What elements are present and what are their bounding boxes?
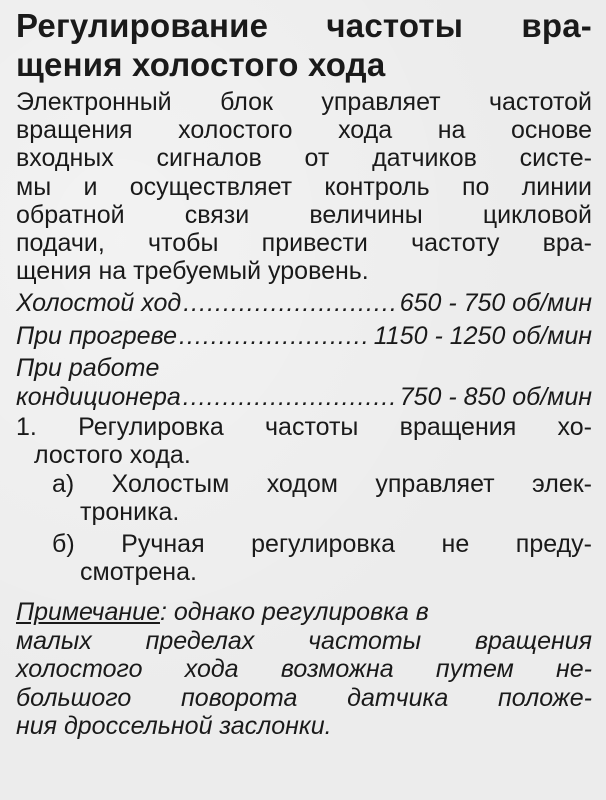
item-line: 1. Регулировка частоты вращения хо- (16, 413, 592, 442)
note-line: малых пределах частоты вращения (16, 626, 592, 655)
spec-value: 1150 - 1250 об/мин (373, 321, 592, 350)
spec-label: Холостой ход (16, 289, 182, 318)
spec-row-warmup (16, 322, 592, 350)
intro-paragraph (16, 88, 592, 285)
list-item-1b (16, 530, 592, 587)
note-line: ния дроссельной заслонки. (16, 712, 332, 741)
spec-value: 650 - 750 об/мин (399, 289, 592, 318)
spec-label: кондиционера (16, 382, 181, 411)
note-line: большого поворота датчика положе- (16, 683, 592, 712)
intro-line: подачи, чтобы привести частоту вра- (16, 229, 592, 258)
note-paragraph (16, 598, 592, 740)
intro-line: Электронный блок управляет частотой (16, 88, 592, 116)
spec-row-ac (16, 383, 592, 411)
title-line: щения холостого хода (16, 46, 386, 83)
spec-label: При работе (16, 354, 160, 383)
intro-line: мы и осуществляет контроль по линии (16, 172, 592, 201)
note-line (16, 598, 592, 626)
leader-dots (179, 322, 370, 350)
item-line: б) Ручная регулировка не преду- (52, 529, 592, 558)
intro-line: щения на требуемый уровень. (16, 257, 369, 286)
spec-value: 750 - 850 об/мин (399, 382, 592, 411)
item-line: смотрена. (80, 558, 197, 587)
intro-line: входных сигналов от датчиков систе- (16, 144, 592, 173)
intro-line: вращения холостого хода на основе (16, 116, 592, 145)
intro-line: обратной связи величины цикловой (16, 200, 592, 229)
note-label: Примечание (16, 598, 160, 627)
note-line: холостого хода возможна путем не- (16, 655, 592, 684)
item-line: лостого хода. (34, 441, 191, 470)
spec-row-idle (16, 289, 592, 317)
note-text: : однако регулировка в (159, 598, 429, 627)
page-title (16, 6, 592, 84)
item-line: троника. (80, 498, 180, 527)
item-line: а) Холостым ходом управляет элек- (52, 469, 592, 498)
list-item-1 (16, 413, 592, 470)
leader-dots (183, 383, 396, 411)
list-item-1a (16, 470, 592, 527)
leader-dots (183, 289, 395, 317)
spec-label: При прогреве (16, 321, 177, 350)
rpm-spec-list (16, 289, 592, 411)
title-line: Регулирование частоты вра- (16, 7, 592, 44)
